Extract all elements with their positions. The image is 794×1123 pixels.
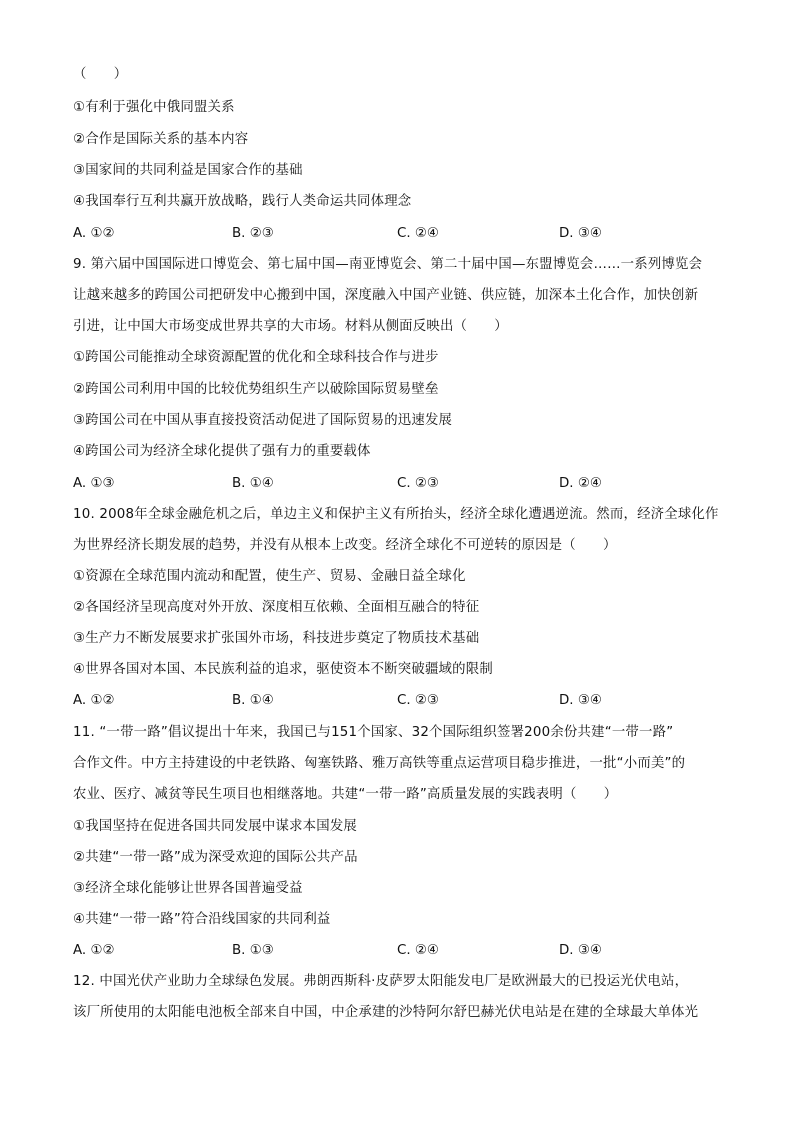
q9-statement-2: ②跨国公司利用中国的比较优势组织生产以破除国际贸易壁垒 (73, 382, 439, 397)
q10-stem-line-1: 10. 2008年全球金融危机之后，单边主义和保护主义有所抬头，经济全球化遭遇逆流。然而，经济全球化作 (73, 507, 719, 522)
q11-statement-1: ①我国坚持在促进各国共同发展中谋求本国发展 (73, 819, 358, 834)
q9-statement-1: ①跨国公司能推动全球资源配置的优化和全球科技合作与进步 (73, 350, 439, 365)
q11-stem-line-2: 合作文件。中方主持建设的中老铁路、匈塞铁路、雅万高铁等重点运营项目稳步推进，一批“小而美”的 (73, 756, 686, 771)
q8-option-c[interactable]: C. ②④ (397, 226, 439, 241)
q11-option-b[interactable]: B. ①③ (232, 943, 274, 958)
q8-options (73, 225, 733, 243)
q11-statement-3: ③经济全球化能够让世界各国普遍受益 (73, 881, 303, 896)
q9-stem-line-2: 让越来越多的跨国公司把研发中心搬到中国，深度融入中国产业链、供应链，加深本土化合作，加快创新 (73, 288, 699, 303)
q8-answer-bracket: （ ） (73, 67, 128, 82)
q10-statement-1: ①资源在全球范围内流动和配置，使生产、贸易、金融日益全球化 (73, 569, 466, 584)
q10-option-d[interactable]: D. ③④ (559, 693, 602, 708)
q8-statement-2: ②合作是国际关系的基本内容 (73, 132, 249, 147)
q11-stem-line-3: 农业、医疗、减贫等民生项目也相继落地。共建“一带一路”高质量发展的实践表明（ ） (73, 787, 618, 802)
q11-option-a[interactable]: A. ①② (73, 943, 115, 958)
q11-option-c[interactable]: C. ②④ (397, 943, 439, 958)
q8-option-d[interactable]: D. ③④ (559, 226, 602, 241)
q11-option-d[interactable]: D. ③④ (559, 943, 602, 958)
q8-option-a[interactable]: A. ①② (73, 226, 115, 241)
q10-options (73, 692, 733, 710)
q9-statement-3: ③跨国公司在中国从事直接投资活动促进了国际贸易的迅速发展 (73, 413, 453, 428)
q8-statement-1: ①有利于强化中俄同盟关系 (73, 100, 235, 115)
q9-stem-line-3: 引进，让中国大市场变成世界共享的大市场。材料从侧面反映出（ ） (73, 319, 508, 334)
q11-options (73, 942, 733, 960)
q9-stem-line-1: 9. 第六届中国国际进口博览会、第七届中国—南亚博览会、第二十届中国—东盟博览会……一系列博览会 (73, 257, 703, 272)
q10-option-a[interactable]: A. ①② (73, 693, 115, 708)
q8-statement-3: ③国家间的共同利益是国家合作的基础 (73, 163, 303, 178)
q9-options (73, 475, 733, 493)
q8-option-b[interactable]: B. ②③ (232, 226, 274, 241)
q9-option-a[interactable]: A. ①③ (73, 476, 115, 491)
q10-statement-3: ③生产力不断发展要求扩张国外市场，科技进步奠定了物质技术基础 (73, 631, 480, 646)
q10-statement-2: ②各国经济呈现高度对外开放、深度相互依赖、全面相互融合的特征 (73, 600, 480, 615)
q10-option-c[interactable]: C. ②③ (397, 693, 439, 708)
q12-stem-line-1: 12. 中国光伏产业助力全球绿色发展。弗朗西斯科·皮萨罗太阳能发电厂是欧洲最大的已投运光伏电站， (73, 974, 689, 989)
q12-stem-line-2: 该厂所使用的太阳能电池板全部来自中国，中企承建的沙特阿尔舒巴赫光伏电站是在建的全球最大单体光 (73, 1005, 699, 1020)
q11-statement-2: ②共建“一带一路”成为深受欢迎的国际公共产品 (73, 850, 358, 865)
q9-option-b[interactable]: B. ①④ (232, 476, 274, 491)
q11-statement-4: ④共建“一带一路”符合沿线国家的共同利益 (73, 912, 331, 927)
q10-option-b[interactable]: B. ①④ (232, 693, 274, 708)
q11-stem-line-1: 11. “一带一路”倡议提出十年来，我国已与151个国家、32个国际组织签署200余份共建“一带一路” (73, 725, 674, 740)
q10-statement-4: ④世界各国对本国、本民族利益的追求，驱使资本不断突破疆域的限制 (73, 662, 493, 677)
q9-option-c[interactable]: C. ②③ (397, 476, 439, 491)
q9-option-d[interactable]: D. ②④ (559, 476, 602, 491)
q8-statement-4: ④我国奉行互利共赢开放战略，践行人类命运共同体理念 (73, 194, 412, 209)
q9-statement-4: ④跨国公司为经济全球化提供了强有力的重要载体 (73, 444, 371, 459)
q10-stem-line-2: 为世界经济长期发展的趋势，并没有从根本上改变。经济全球化不可逆转的原因是（ ） (73, 538, 617, 553)
